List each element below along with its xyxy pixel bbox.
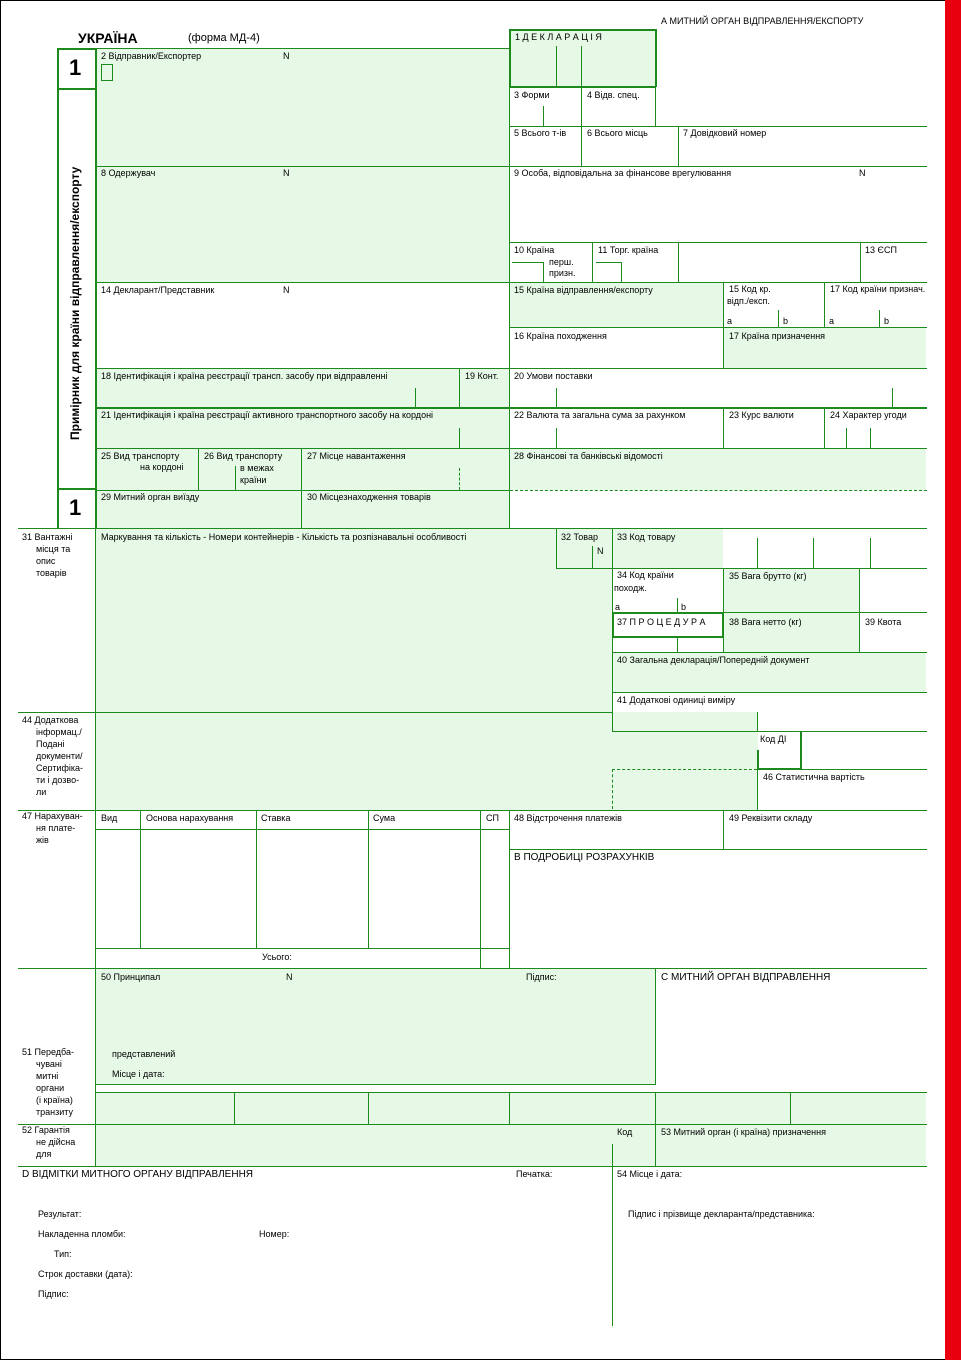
- box-2-label: 2 Відправник/Експортер: [101, 51, 202, 61]
- box1-div: [556, 46, 557, 86]
- box-26-sub1: в межах: [240, 463, 274, 473]
- signature-label: Підпис:: [526, 972, 557, 982]
- grid-line: [757, 769, 927, 770]
- copy-top-line: [57, 48, 96, 50]
- box-44-label: [22, 714, 94, 798]
- box-26-label: 26 Вид транспорту: [204, 451, 283, 461]
- box-32-label: 32 Товар: [561, 532, 599, 542]
- grid-line: [256, 810, 257, 949]
- box1-line: [509, 29, 656, 31]
- box-19-label: 19 Конт.: [465, 371, 499, 381]
- grid-line: [96, 1084, 656, 1085]
- box-32-n: N: [597, 546, 604, 556]
- box-31-label: [22, 531, 94, 579]
- grid-line: [879, 310, 880, 328]
- grid-line: [18, 528, 927, 529]
- box-44-l6: ти і дозво-: [36, 775, 80, 785]
- box-47-l1: 47 Нарахуван-: [22, 811, 83, 821]
- delivery-date-label: Строк доставки (дата):: [38, 1269, 133, 1279]
- grid-line: [612, 652, 927, 653]
- stamp-label: Печатка:: [516, 1169, 553, 1179]
- grid-line: [723, 612, 927, 613]
- box-37-border: [612, 612, 614, 638]
- box-47-label: [22, 810, 94, 846]
- copy-number-bottom: 1: [69, 495, 82, 520]
- grid-line: [723, 282, 724, 368]
- box-31-l2: місця та: [36, 544, 71, 554]
- box-51-label: [22, 1046, 94, 1118]
- form-code: (форма МД-4): [188, 32, 260, 44]
- grid-line: [509, 810, 510, 969]
- grid-line: [543, 106, 544, 126]
- type-label: Тип:: [54, 1249, 72, 1259]
- red-edge-stripe: [945, 0, 961, 1360]
- box-7-label: 7 Довідковий номер: [683, 128, 767, 138]
- grid-line: [543, 262, 544, 282]
- grid-line: [612, 1144, 613, 1166]
- box-35-label: 35 Вага брутто (кг): [729, 571, 807, 581]
- grid-line: [96, 448, 927, 449]
- box-15-code-b: b: [783, 316, 789, 326]
- box-11-label: 11 Торг. країна: [598, 245, 659, 255]
- copy-label: Примірник для країни відправлення/експорту: [68, 166, 82, 440]
- box-31-l4: товарів: [36, 568, 67, 578]
- box-b-label: В ПОДРОБИЦІ РОЗРАХУНКІВ: [514, 852, 655, 863]
- box-22-label: 22 Валюта та загальна сума за рахунком: [514, 410, 686, 420]
- grid-line: [459, 468, 460, 490]
- box-49-label: 49 Реквізити складу: [729, 813, 813, 823]
- left-col-line-2: [95, 48, 97, 528]
- box-27-label: 27 Місце навантаження: [307, 451, 406, 461]
- grid-line: [95, 528, 96, 969]
- box-17-code-b: b: [884, 316, 890, 326]
- box-37-label: 37 П Р О Ц Е Д У Р А: [617, 617, 706, 627]
- kod-di-label: Код ДІ: [760, 734, 787, 744]
- box-15-code-a: a: [727, 316, 733, 326]
- col-sp: СП: [486, 813, 499, 823]
- box-51-l5: (і країна): [36, 1095, 73, 1105]
- box-8-label: 8 Одержувач: [101, 168, 156, 178]
- box-31-l3: опис: [36, 556, 56, 566]
- grid-line: [235, 466, 236, 490]
- grid-line: [824, 282, 825, 328]
- grid-line: [18, 1166, 927, 1167]
- box-24-label: 24 Характер угоди: [830, 410, 907, 420]
- grid-line: [95, 968, 96, 1166]
- grid-line: [509, 242, 927, 243]
- grid-line: [655, 1124, 656, 1166]
- box-15-code-sub: відп./експ.: [727, 296, 770, 306]
- grid-line: [234, 1092, 235, 1124]
- grid-line: [892, 388, 893, 408]
- grid-line: [612, 769, 757, 770]
- box-34-a: a: [615, 602, 621, 612]
- grid-line: [96, 166, 927, 167]
- box-52-label: [22, 1124, 94, 1160]
- signature-2-label: Підпис:: [38, 1289, 69, 1299]
- box-51-l2: чувані: [36, 1059, 62, 1069]
- grid-line: [846, 428, 847, 448]
- grid-line: [96, 948, 509, 949]
- grid-line: [677, 636, 678, 652]
- place-date-label: Місце і дата:: [112, 1069, 165, 1079]
- grid-line: [612, 731, 927, 732]
- box-18-label: 18 Ідентифікація і країна реєстрації трансп. засобу при відправленні: [101, 371, 388, 381]
- grid-line: [581, 86, 582, 126]
- box-34-b: b: [681, 602, 687, 612]
- represented-label: представлений: [112, 1049, 176, 1059]
- grid-line: [723, 568, 724, 652]
- copy-sep-line-2: [57, 488, 96, 490]
- grid-line: [860, 242, 861, 282]
- box-17-code-label: 17 Код країни признач.: [830, 284, 926, 294]
- box-15-code-label: 15 Код кр.: [729, 284, 771, 294]
- grid-line: [612, 769, 613, 809]
- box-d-label: D ВІДМІТКИ МИТНОГО ОРГАНУ ВІДПРАВЛЕННЯ: [22, 1169, 254, 1180]
- box-31-l1: 31 Вантажні: [22, 532, 73, 542]
- box-1-label: 1 Д Е К Л А Р А Ц І Я: [515, 32, 602, 42]
- box-44-l2: інформац./: [36, 727, 82, 737]
- grid-line: [621, 262, 622, 282]
- grid-line: [800, 731, 802, 769]
- grid-line: [655, 86, 656, 126]
- box-51-l1: 51 Передба-: [22, 1047, 75, 1057]
- grid-line: [723, 407, 724, 448]
- result-label: Результат:: [38, 1209, 82, 1219]
- grid-line: [824, 407, 825, 448]
- grid-line: [556, 568, 613, 569]
- box-41-label: 41 Додаткові одиниці виміру: [617, 695, 736, 705]
- grid-line: [415, 388, 416, 408]
- box-8-area[interactable]: [96, 166, 509, 282]
- grid-line: [96, 282, 927, 283]
- grid-line: [96, 1092, 927, 1093]
- grid-line: [581, 126, 582, 166]
- box-2-area[interactable]: [96, 48, 509, 166]
- box-48-label: 48 Відстрочення платежів: [514, 813, 622, 823]
- box-52-l3: для: [36, 1149, 52, 1159]
- box-37-border: [612, 636, 723, 638]
- grid-line: [556, 388, 557, 408]
- box-46-label: 46 Статистична вартість: [763, 772, 865, 782]
- grid-line: [96, 48, 509, 49]
- box-26-sub2: країни: [240, 475, 267, 485]
- grid-line: [198, 448, 199, 490]
- box-51-area[interactable]: [96, 1092, 926, 1124]
- grid-line: [509, 849, 927, 850]
- grid-line: [96, 490, 509, 491]
- box-21-label: 21 Ідентифікація і країна реєстрації активного транспортного засобу на кордоні: [101, 410, 434, 420]
- copy-number: 1: [69, 55, 82, 80]
- grid-line: [368, 1092, 369, 1124]
- box-50-n: N: [286, 972, 293, 982]
- grid-line: [301, 448, 302, 529]
- box-34-sub: походж.: [614, 583, 647, 593]
- box-38-label: 38 Вага нетто (кг): [729, 617, 802, 627]
- box-44-l3: Подані: [36, 739, 65, 749]
- box-52-l1: 52 Гарантія: [22, 1125, 70, 1135]
- copy-sep-line: [57, 88, 96, 90]
- box-a-label: А МИТНИЙ ОРГАН ВІДПРАВЛЕННЯ/ЕКСПОРТУ: [661, 16, 864, 26]
- box-52-l2: не дійсна: [36, 1137, 76, 1147]
- box-51-l6: транзиту: [36, 1107, 73, 1117]
- box-44-l5: Сертифіка-: [36, 763, 84, 773]
- box-37-border: [722, 612, 724, 638]
- grid-line: [459, 428, 460, 448]
- box-25-label: 25 Вид транспорту: [101, 451, 180, 461]
- box-8-n: N: [283, 168, 290, 178]
- box-3-label: 3 Форми: [514, 90, 550, 100]
- box-29-label: 29 Митний орган виїзду: [101, 492, 200, 502]
- box-15-label: 15 Країна відправлення/експорту: [514, 285, 653, 295]
- grid-line: [480, 810, 481, 969]
- box-28-label: 28 Фінансові та банківські відомості: [514, 451, 663, 461]
- box-53-label: 53 Митний орган (і країна) призначення: [661, 1127, 826, 1137]
- box-50-area[interactable]: [96, 969, 656, 1084]
- box-13-label: 13 ЄСП: [865, 245, 897, 255]
- grid-line: [509, 126, 927, 127]
- box-17-code-a: a: [829, 316, 835, 326]
- box-44-l1: 44 Додаткова: [22, 715, 79, 725]
- grid-line: [596, 262, 622, 263]
- main-divider: [509, 29, 510, 529]
- grid-line: [592, 546, 593, 568]
- grid-line: [612, 568, 927, 569]
- box-30-label: 30 Місцезнаходження товарів: [307, 492, 431, 502]
- left-col-line: [57, 48, 59, 528]
- grid-line: [790, 1092, 791, 1124]
- grid-line: [757, 538, 758, 569]
- grid-line: [612, 1166, 613, 1326]
- box-51-l3: митні: [36, 1071, 59, 1081]
- grid-line: [870, 538, 871, 569]
- grid-line: [612, 692, 927, 693]
- seals-label: Накладенна пломби:: [38, 1229, 126, 1239]
- box-16-label: 16 Країна походження: [514, 331, 607, 341]
- grid-line: [18, 810, 927, 811]
- box-31-area[interactable]: [96, 529, 612, 712]
- grid-line: [18, 968, 927, 969]
- number-label: Номер:: [259, 1229, 290, 1239]
- grid-line: [677, 598, 678, 612]
- grid-line: [459, 368, 460, 408]
- grid-line: [140, 810, 141, 949]
- box-44-area[interactable]: [96, 712, 758, 810]
- box-39-label: 39 Квота: [865, 617, 902, 627]
- grid-line: [96, 368, 927, 369]
- box-9-label: 9 Особа, відповідальна за фінансове врегулювання: [514, 168, 732, 178]
- grid-line: [96, 829, 509, 830]
- box-14-label: 14 Декларант/Представник: [101, 285, 215, 295]
- grid-line: [655, 968, 656, 1084]
- box-10-sub1: перш.: [549, 257, 574, 267]
- grid-line: [509, 86, 656, 87]
- grid-line: [870, 428, 871, 448]
- grid-line: [757, 712, 758, 732]
- box-47-l2: ня плате-: [36, 823, 76, 833]
- box-44-l7: ли: [36, 787, 47, 797]
- grid-line: [592, 242, 593, 282]
- box-17-label: 17 Країна призначення: [729, 331, 826, 341]
- grid-line: [757, 769, 758, 810]
- declarant-signature-label: Підпис і прізвище декларанта/представника:: [628, 1209, 815, 1219]
- grid-line: [556, 428, 557, 448]
- box-2-checkbox[interactable]: [101, 64, 113, 81]
- col-suma: Сума: [373, 813, 396, 823]
- grid-line: [655, 1092, 656, 1124]
- grid-line: [509, 327, 927, 328]
- box-51-l4: органи: [36, 1083, 65, 1093]
- box1-div: [581, 46, 582, 86]
- box-9-n: N: [859, 168, 866, 178]
- box1-line: [655, 29, 657, 87]
- grid-line: [509, 1092, 510, 1124]
- box-25-sub: на кордоні: [140, 462, 184, 472]
- box-5-label: 5 Всього т-ів: [514, 128, 567, 138]
- box-50-label: 50 Принципал: [101, 972, 161, 982]
- box-6-label: 6 Всього місць: [587, 128, 648, 138]
- grid-line: [678, 242, 679, 282]
- col-stavka: Ставка: [261, 813, 291, 823]
- box-40-label: 40 Загальна декларація/Попередній документ: [617, 655, 810, 665]
- box-2-n: N: [283, 51, 290, 61]
- grid-line: [778, 310, 779, 328]
- usogo-label: Усього:: [262, 952, 292, 962]
- grid-line: [510, 490, 927, 491]
- box-10-label: 10 Країна: [514, 245, 555, 255]
- box-44-l4: документи/: [36, 751, 83, 761]
- grid-line: [96, 407, 927, 409]
- grid-line: [813, 538, 814, 569]
- box-4-label: 4 Відв. спец.: [587, 90, 640, 100]
- kod-label: Код: [617, 1127, 633, 1137]
- grid-line: [18, 1124, 927, 1125]
- grid-line: [556, 528, 557, 569]
- grid-line: [757, 750, 759, 770]
- box-14-n: N: [283, 285, 290, 295]
- box-20-label: 20 Умови поставки: [514, 371, 593, 381]
- grid-line: [678, 126, 679, 166]
- box-47-l3: жів: [36, 835, 49, 845]
- box-31-text: Маркування та кількість - Номери контейнерів - Кількість та розпізнавальні особливості: [101, 532, 467, 542]
- box-34-label: 34 Код країни: [617, 570, 674, 580]
- country-title: УКРАЇНА: [78, 30, 138, 46]
- grid-line: [723, 810, 724, 850]
- col-vyd: Вид: [101, 813, 118, 823]
- grid-line: [18, 712, 613, 713]
- grid-line: [368, 810, 369, 949]
- box-54-label: 54 Місце і дата:: [617, 1169, 683, 1179]
- box-33-label: 33 Код товару: [617, 532, 676, 542]
- grid-line: [859, 568, 860, 652]
- box-c-label: С МИТНИЙ ОРГАН ВІДПРАВЛЕННЯ: [661, 972, 831, 983]
- box-23-label: 23 Курс валюти: [729, 410, 794, 420]
- grid-line: [512, 262, 544, 263]
- box-37-border: [612, 612, 723, 614]
- box-10-sub2: призн.: [549, 268, 576, 278]
- col-osnova: Основа нарахування: [146, 813, 234, 823]
